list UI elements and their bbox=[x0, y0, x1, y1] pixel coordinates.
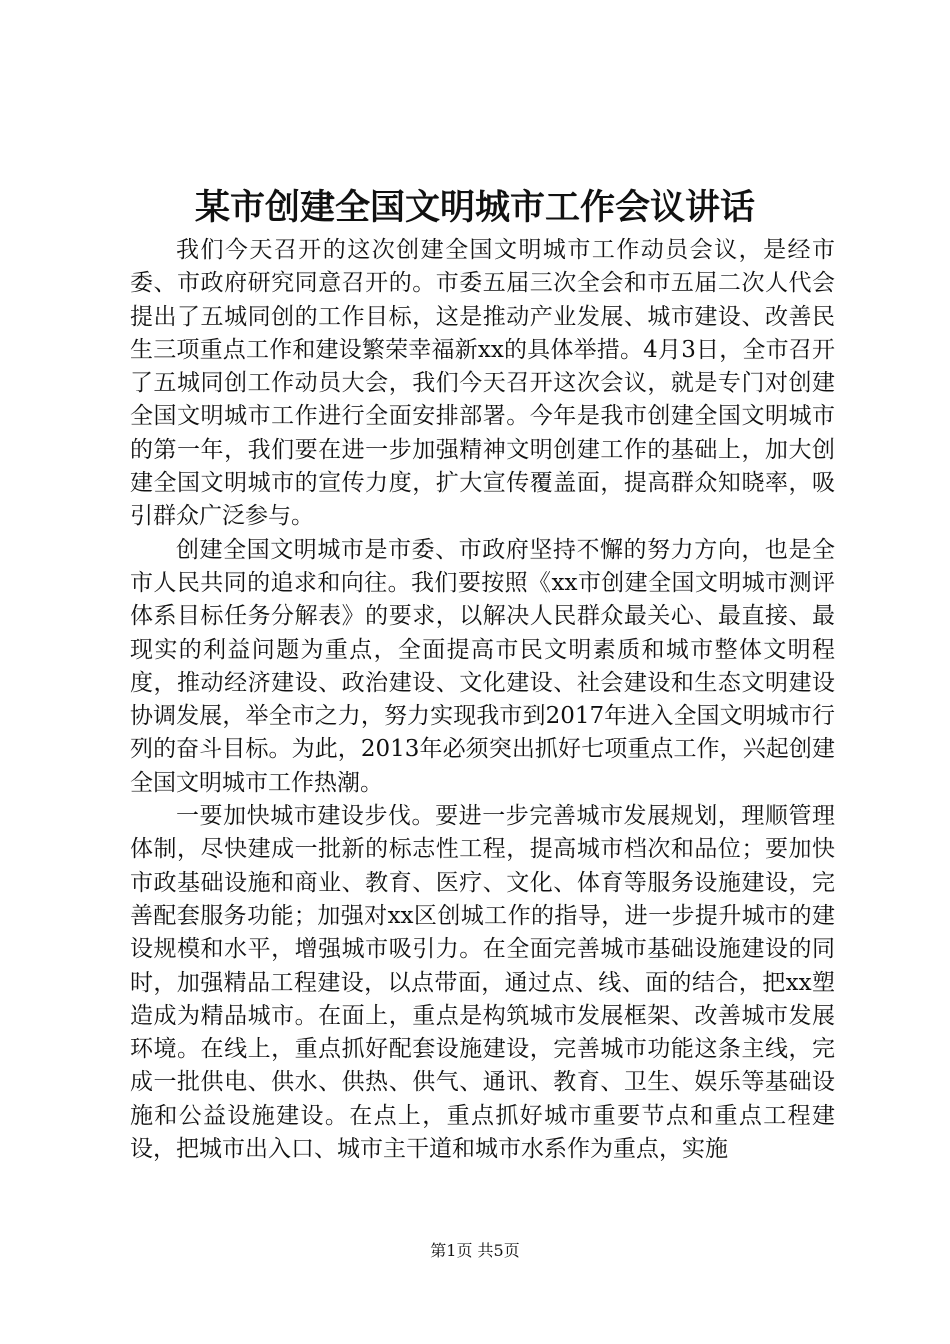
paragraph-2: 创建全国文明城市是市委、市政府坚持不懈的努力方向，也是全市人民共同的追求和向往。我们要按照《xx市创建全国文明城市测评体系目标任务分解表》的要求，以解决人民群众最关心、最直接、最现实的利益问题为重点，全面提高市民文明素质和城市整体文明程度，推动经济建设、政治建设、文化建设、社会建设和生态文明建设协调发展，举全市之力，努力实现我市到2017年进入全国文明城市行列的奋斗目标。为此，2013年必须突出抓好七项重点工作，兴起创建全国文明城市工作热潮。 bbox=[130, 536, 835, 796]
page-number-footer: 第1页 共5页 bbox=[430, 1241, 520, 1260]
paragraph-1: 我们今天召开的这次创建全国文明城市工作动员会议，是经市委、市政府研究同意召开的。市委五届三次全会和市五届二次人代会提出了五城同创的工作目标，这是推动产业发展、城市建设、改善民生三项重点工作和建设繁荣幸福新xx的具体举措。4月3日，全市召开了五城同创工作动员大会，我们今天召开这次会议，就是专门对创建全国文明城市工作进行全面安排部署。今年是我市创建全国文明城市的第一年，我们要在进一步加强精神文明创建工作的基础上，加大创建全国文明城市的宣传力度，扩大宣传覆盖面，提高群众知晓率，吸引群众广泛参与。 bbox=[130, 237, 835, 530]
document-title: 某市创建全国文明城市工作会议讲话 bbox=[194, 187, 755, 228]
paragraph-3: 一要加快城市建设步伐。要进一步完善城市发展规划，理顺管理体制，尽快建成一批新的标志性工程，提高城市档次和品位；要加快市政基础设施和商业、教育、医疗、文化、体育等服务设施建设，完善配套服务功能；加强对xx区创城工作的指导，进一步提升城市的建设规模和水平，增强城市吸引力。在全面完善城市基础设施建设的同时，加强精品工程建设，以点带面，通过点、线、面的结合，把xx塑造成为精品城市。在面上，重点是构筑城市发展框架、改善城市发展环境。在线上，重点抓好配套设施建设，完善城市功能这条主线，完成一批供电、供水、供热、供气、通讯、教育、卫生、娱乐等基础设施和公益设施建设。在点上，重点抓好城市重要节点和重点工程建设，把城市出入口、城市主干道和城市水系作为重点，实施 bbox=[130, 803, 835, 1163]
document-body bbox=[130, 234, 835, 1166]
